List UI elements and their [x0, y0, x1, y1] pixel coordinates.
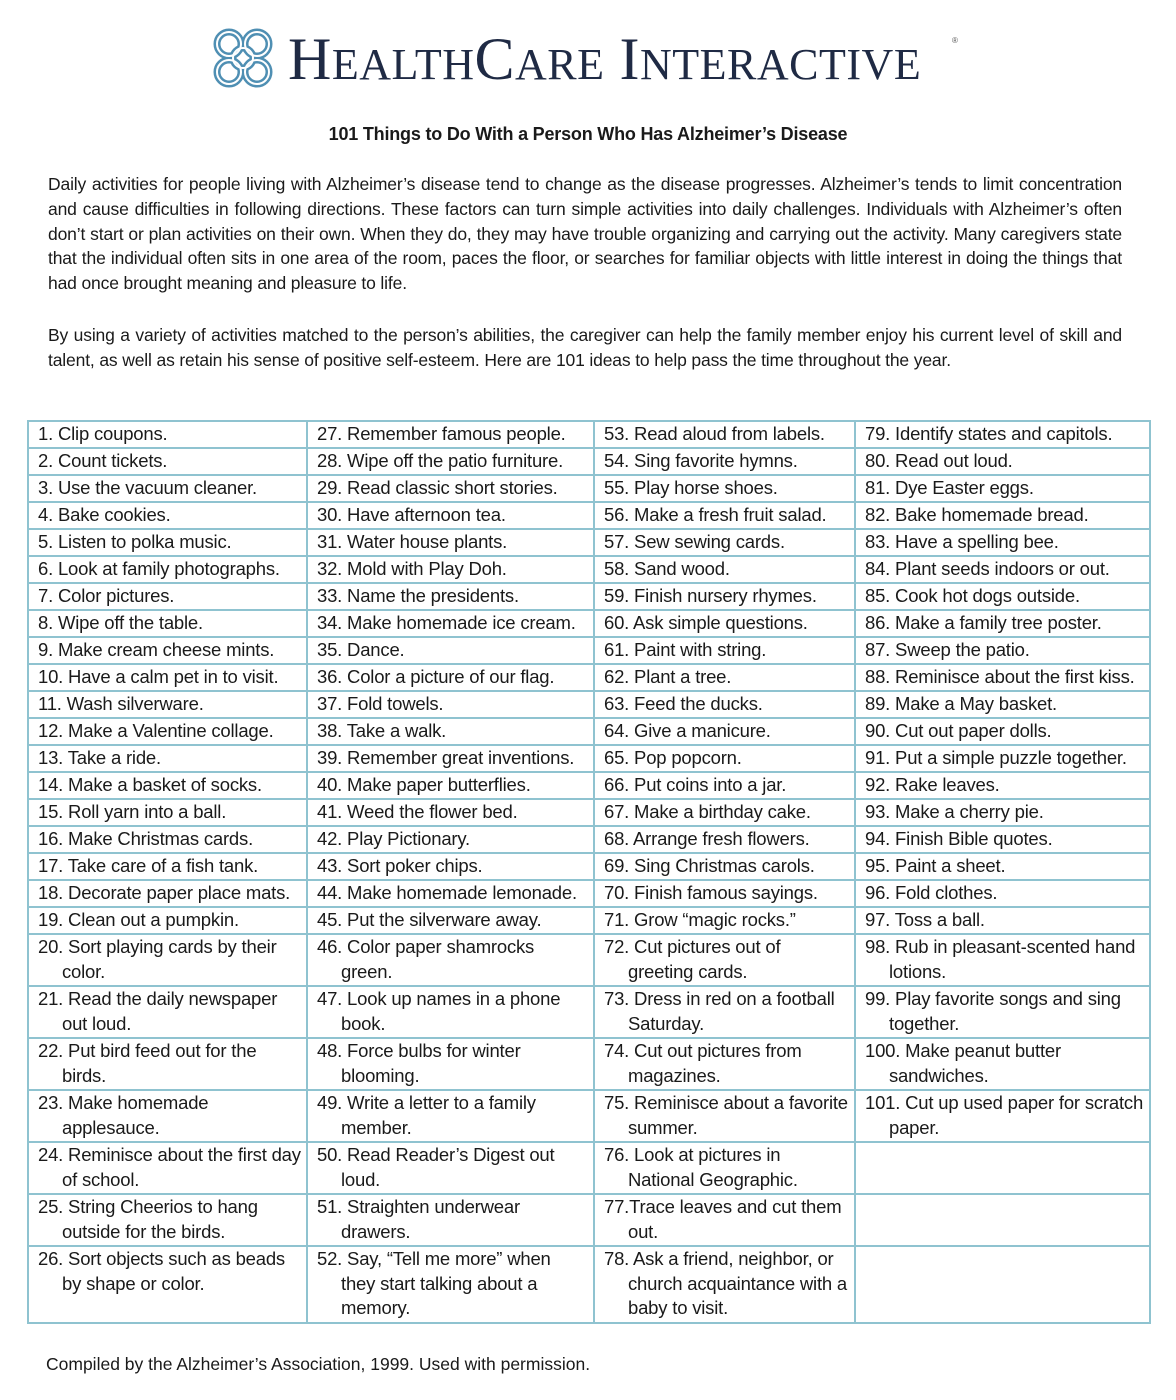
activity-item: 16. Make Christmas cards. [38, 828, 254, 849]
second-paragraph: By using a variety of activities matched to the person’s abilities, the caregiver can help the family member enjoy his current level of skill and talent, as well as retain his sense of positive self-esteem. Here are 101 ideas to help pass the time throughout the year. [48, 325, 1122, 370]
activity-item: 91. Put a simple puzzle together. [865, 747, 1127, 768]
table-cell [594, 637, 855, 664]
table-cell [594, 610, 855, 637]
activity-item: 99. Play favorite songs and sing together. [865, 988, 1121, 1034]
activity-item: 15. Roll yarn into a ball. [38, 801, 227, 822]
table-cell [28, 556, 307, 583]
table-cell [307, 745, 594, 772]
table-row [28, 1038, 1150, 1090]
table-cell [594, 1142, 855, 1194]
table-row [28, 718, 1150, 745]
header [0, 18, 1176, 98]
activity-item: 22. Put bird feed out for the birds. [38, 1040, 257, 1086]
table-cell [594, 986, 855, 1038]
table-cell [855, 529, 1150, 556]
activity-item: 56. Make a fresh fruit salad. [604, 504, 827, 525]
activity-item: 19. Clean out a pumpkin. [38, 909, 239, 930]
table-row [28, 556, 1150, 583]
activity-item: 9. Make cream cheese mints. [38, 639, 275, 660]
table-cell [855, 421, 1150, 448]
activity-item: 76. Look at pictures in National Geographic. [604, 1144, 798, 1190]
activity-item: 88. Reminisce about the first kiss. [865, 666, 1135, 687]
table-cell [307, 880, 594, 907]
table-cell [855, 664, 1150, 691]
activity-item: 29. Read classic short stories. [317, 477, 558, 498]
table-cell [28, 421, 307, 448]
table-cell [855, 907, 1150, 934]
table-cell [594, 691, 855, 718]
activity-item: 94. Finish Bible quotes. [865, 828, 1053, 849]
activity-item: 8. Wipe off the table. [38, 612, 203, 633]
table-cell [594, 718, 855, 745]
activity-item: 1. Clip coupons. [38, 423, 168, 444]
table-cell [28, 475, 307, 502]
table-cell [855, 934, 1150, 986]
activity-item: 90. Cut out paper dolls. [865, 720, 1052, 741]
table-cell [855, 1038, 1150, 1090]
table-cell [28, 664, 307, 691]
table-cell [594, 772, 855, 799]
activity-item: 14. Make a basket of socks. [38, 774, 262, 795]
table-row [28, 1090, 1150, 1142]
table-cell [307, 502, 594, 529]
table-cell [594, 1090, 855, 1142]
activity-item: 43. Sort poker chips. [317, 855, 483, 876]
activity-item: 71. Grow “magic rocks.” [604, 909, 796, 930]
activity-item: 26. Sort objects such as beads by shape or color. [38, 1248, 285, 1294]
table-cell [28, 691, 307, 718]
activity-item: 63. Feed the ducks. [604, 693, 763, 714]
table-cell [594, 826, 855, 853]
table-cell [855, 986, 1150, 1038]
table-row [28, 772, 1150, 799]
table-cell [307, 772, 594, 799]
table-cell [307, 583, 594, 610]
table-cell [307, 1090, 594, 1142]
activity-item: 81. Dye Easter eggs. [865, 477, 1034, 498]
table-row [28, 826, 1150, 853]
activity-item: 40. Make paper butterflies. [317, 774, 531, 795]
table-cell [28, 529, 307, 556]
activity-item: 77.Trace leaves and cut them out. [604, 1196, 842, 1242]
activity-item: 39. Remember great inventions. [317, 747, 575, 768]
table-cell [307, 799, 594, 826]
table-cell [594, 907, 855, 934]
activity-item: 24. Reminisce about the first day of school. [38, 1144, 301, 1190]
brand-name: HEALTHCARE INTERACTIVE [288, 26, 922, 92]
table-cell [28, 1090, 307, 1142]
table-cell [307, 1038, 594, 1090]
table-cell [855, 772, 1150, 799]
activity-item: 28. Wipe off the patio furniture. [317, 450, 564, 471]
table-cell [28, 907, 307, 934]
activity-item: 5. Listen to polka music. [38, 531, 232, 552]
table-row [28, 664, 1150, 691]
activity-item: 53. Read aloud from labels. [604, 423, 825, 444]
activity-item: 32. Mold with Play Doh. [317, 558, 507, 579]
activity-item: 66. Put coins into a jar. [604, 774, 787, 795]
activity-item: 35. Dance. [317, 639, 405, 660]
activity-item: 57. Sew sewing cards. [604, 531, 785, 552]
activity-item: 17. Take care of a fish tank. [38, 855, 259, 876]
table-cell [307, 1194, 594, 1246]
activity-item: 52. Say, “Tell me more” when they start talking about a memory. [317, 1248, 551, 1318]
activity-item: 23. Make homemade applesauce. [38, 1092, 209, 1138]
table-cell [307, 448, 594, 475]
table-cell [28, 610, 307, 637]
activity-item: 93. Make a cherry pie. [865, 801, 1044, 822]
activity-item: 75. Reminisce about a favorite summer. [604, 1092, 848, 1138]
table-cell [307, 718, 594, 745]
activity-item: 10. Have a calm pet in to visit. [38, 666, 279, 687]
table-cell [28, 745, 307, 772]
table-cell [594, 934, 855, 986]
activity-item: 92. Rake leaves. [865, 774, 1000, 795]
footer-credit: Compiled by the Alzheimer’s Association, 1999. Used with permission. [46, 1354, 591, 1374]
activity-item: 13. Take a ride. [38, 747, 161, 768]
table-row [28, 853, 1150, 880]
table-cell [855, 799, 1150, 826]
table-cell [28, 826, 307, 853]
activity-item: 58. Sand wood. [604, 558, 730, 579]
registered-mark: ® [952, 36, 958, 45]
activity-item: 73. Dress in red on a football Saturday. [604, 988, 835, 1034]
activity-item: 89. Make a May basket. [865, 693, 1057, 714]
activity-item: 72. Cut pictures out of greeting cards. [604, 936, 781, 982]
table-cell [594, 1038, 855, 1090]
activity-item: 67. Make a birthday cake. [604, 801, 811, 822]
activity-item: 34. Make homemade ice cream. [317, 612, 576, 633]
table-cell [307, 475, 594, 502]
table-cell [594, 529, 855, 556]
table-cell [594, 664, 855, 691]
activity-item: 38. Take a walk. [317, 720, 447, 741]
activity-item: 97. Toss a ball. [865, 909, 985, 930]
table-cell [307, 907, 594, 934]
table-row [28, 502, 1150, 529]
activity-item: 55. Play horse shoes. [604, 477, 778, 498]
activity-item: 85. Cook hot dogs outside. [865, 585, 1080, 606]
activity-item: 82. Bake homemade bread. [865, 504, 1089, 525]
activity-item: 74. Cut out pictures from magazines. [604, 1040, 802, 1086]
table-cell [28, 880, 307, 907]
activity-item: 49. Write a letter to a family member. [317, 1092, 536, 1138]
table-cell [307, 853, 594, 880]
activity-item: 79. Identify states and capitols. [865, 423, 1113, 444]
table-cell [307, 637, 594, 664]
activity-item: 44. Make homemade lemonade. [317, 882, 577, 903]
table-cell [855, 502, 1150, 529]
table-cell [855, 637, 1150, 664]
table-row [28, 475, 1150, 502]
activity-item: 46. Color paper shamrocks green. [317, 936, 535, 982]
table-row [28, 583, 1150, 610]
table-row [28, 745, 1150, 772]
table-cell [594, 1246, 855, 1323]
table-cell [307, 1142, 594, 1194]
activity-item: 69. Sing Christmas carols. [604, 855, 815, 876]
table-cell [307, 1246, 594, 1323]
table-cell [307, 691, 594, 718]
table-row [28, 448, 1150, 475]
table-cell [855, 826, 1150, 853]
activity-item: 45. Put the silverware away. [317, 909, 542, 930]
activity-item: 21. Read the daily newspaper out loud. [38, 988, 278, 1034]
activity-item: 86. Make a family tree poster. [865, 612, 1102, 633]
table-cell [855, 745, 1150, 772]
table-row [28, 529, 1150, 556]
table-row [28, 691, 1150, 718]
table-cell [28, 853, 307, 880]
table-cell [594, 475, 855, 502]
table-cell [594, 556, 855, 583]
table-cell [307, 529, 594, 556]
table-row [28, 610, 1150, 637]
table-cell [855, 853, 1150, 880]
table-cell [28, 934, 307, 986]
table-cell [28, 502, 307, 529]
table-cell [307, 421, 594, 448]
activity-item: 96. Fold clothes. [865, 882, 998, 903]
table-cell [594, 448, 855, 475]
table-cell [594, 421, 855, 448]
activity-item: 4. Bake cookies. [38, 504, 171, 525]
activity-item: 54. Sing favorite hymns. [604, 450, 798, 471]
page-title: 101 Things to Do With a Person Who Has Alzheimer’s Disease [328, 124, 848, 144]
table-cell [855, 1142, 1150, 1194]
activity-item: 33. Name the presidents. [317, 585, 519, 606]
table-cell [594, 502, 855, 529]
activity-item: 20. Sort playing cards by their color. [38, 936, 277, 982]
activity-item: 7. Color pictures. [38, 585, 175, 606]
table-cell [28, 1194, 307, 1246]
intro-paragraph: Daily activities for people living with Alzheimer’s disease tend to change as the disease progresses. Alzheimer’s tends to limit concentration and cause difficulties in following directions. These factors can turn simple activities into daily challenges. Individuals with Alzheimer’s often don’t start or plan activities on their own. When they do, they may have trouble organizing and carrying out the activity. Many caregivers state that the individual often sits in one area of the room, paces the floor, or searches for familiar objects with little interest in doing the things that had once brought meaning and pleasure to life. [48, 174, 1122, 294]
table-cell [855, 448, 1150, 475]
table-cell [855, 718, 1150, 745]
table-cell [855, 880, 1150, 907]
activity-item: 36. Color a picture of our flag. [317, 666, 555, 687]
activity-item: 59. Finish nursery rhymes. [604, 585, 817, 606]
activity-item: 27. Remember famous people. [317, 423, 566, 444]
table-cell [594, 799, 855, 826]
activity-item: 80. Read out loud. [865, 450, 1013, 471]
activity-item: 2. Count tickets. [38, 450, 168, 471]
table-cell [28, 986, 307, 1038]
table-row [28, 907, 1150, 934]
table-cell [28, 448, 307, 475]
activity-item: 83. Have a spelling bee. [865, 531, 1059, 552]
activity-item: 95. Paint a sheet. [865, 855, 1006, 876]
table-row [28, 1194, 1150, 1246]
table-cell [855, 556, 1150, 583]
table-cell [307, 826, 594, 853]
activity-item: 101. Cut up used paper for scratch paper. [865, 1092, 1144, 1138]
activity-item: 60. Ask simple questions. [604, 612, 808, 633]
activity-item: 31. Water house plants. [317, 531, 508, 552]
table-row [28, 799, 1150, 826]
table-row [28, 1142, 1150, 1194]
table-cell [28, 1142, 307, 1194]
table-cell [28, 1246, 307, 1323]
activity-item: 100. Make peanut butter sandwiches. [865, 1040, 1061, 1086]
table-row [28, 637, 1150, 664]
activity-item: 3. Use the vacuum cleaner. [38, 477, 257, 498]
table-cell [28, 718, 307, 745]
activity-item: 30. Have afternoon tea. [317, 504, 506, 525]
activity-item: 78. Ask a friend, neighbor, or church acquaintance with a baby to visit. [604, 1248, 847, 1318]
table-row [28, 421, 1150, 448]
table-row [28, 934, 1150, 986]
table-cell [855, 1246, 1150, 1323]
table-row [28, 880, 1150, 907]
activity-item: 6. Look at family photographs. [38, 558, 280, 579]
activities-table [27, 420, 1151, 1324]
table-cell [594, 880, 855, 907]
table-cell [307, 986, 594, 1038]
activity-item: 68. Arrange fresh flowers. [604, 828, 810, 849]
table-cell [307, 610, 594, 637]
activity-item: 41. Weed the flower bed. [317, 801, 518, 822]
table-cell [855, 1090, 1150, 1142]
activity-item: 48. Force bulbs for winter blooming. [317, 1040, 521, 1086]
activity-item: 47. Look up names in a phone book. [317, 988, 561, 1034]
activity-item: 25. String Cheerios to hang outside for the birds. [38, 1196, 258, 1242]
activity-item: 61. Paint with string. [604, 639, 767, 660]
activity-item: 98. Rub in pleasant-scented hand lotions. [865, 936, 1136, 982]
table-cell [855, 583, 1150, 610]
table-cell [855, 610, 1150, 637]
table-cell [855, 475, 1150, 502]
table-cell [28, 583, 307, 610]
knot-logo-icon [205, 22, 281, 98]
activity-item: 51. Straighten underwear drawers. [317, 1196, 520, 1242]
table-cell [594, 853, 855, 880]
activity-item: 42. Play Pictionary. [317, 828, 470, 849]
activity-item: 87. Sweep the patio. [865, 639, 1030, 660]
table-cell [594, 1194, 855, 1246]
table-cell [594, 745, 855, 772]
activity-item: 62. Plant a tree. [604, 666, 732, 687]
activity-item: 11. Wash silverware. [38, 693, 204, 714]
activity-item: 70. Finish famous sayings. [604, 882, 818, 903]
activity-item: 65. Pop popcorn. [604, 747, 742, 768]
table-cell [307, 556, 594, 583]
table-cell [28, 799, 307, 826]
activity-item: 12. Make a Valentine collage. [38, 720, 274, 741]
activity-item: 64. Give a manicure. [604, 720, 771, 741]
activity-item: 84. Plant seeds indoors or out. [865, 558, 1110, 579]
table-cell [594, 583, 855, 610]
table-cell [28, 1038, 307, 1090]
activity-item: 18. Decorate paper place mats. [38, 882, 291, 903]
table-cell [28, 772, 307, 799]
activity-item: 50. Read Reader’s Digest out loud. [317, 1144, 555, 1190]
table-cell [855, 1194, 1150, 1246]
table-cell [307, 934, 594, 986]
activity-item: 37. Fold towels. [317, 693, 444, 714]
table-cell [28, 637, 307, 664]
table-row [28, 986, 1150, 1038]
table-row [28, 1246, 1150, 1323]
table-cell [307, 664, 594, 691]
table-cell [855, 691, 1150, 718]
